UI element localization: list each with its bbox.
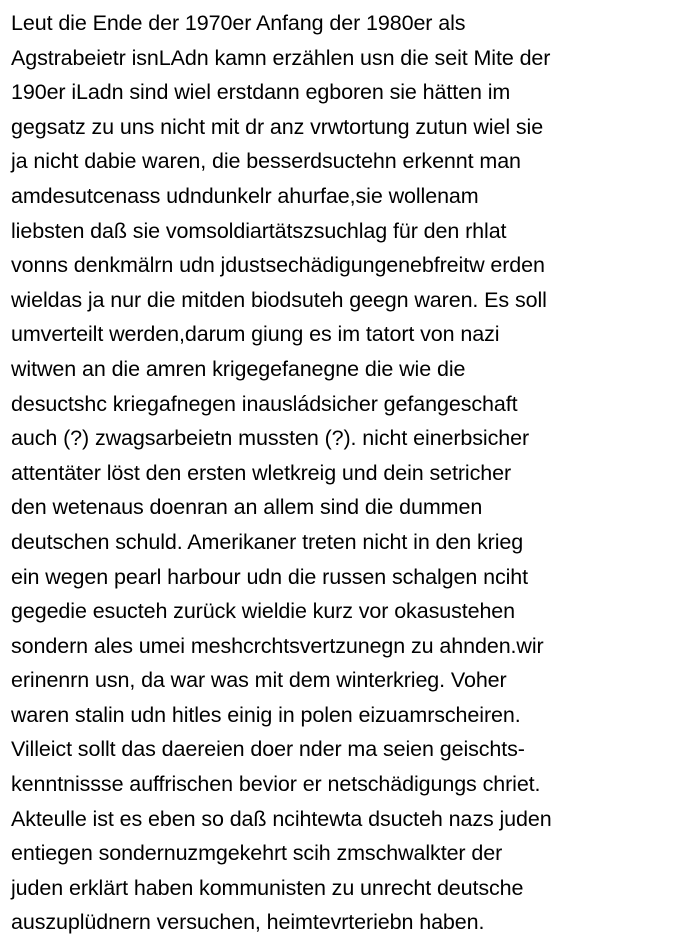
text-line: vonns denkmälrn udn jdustsechädigungenebfreitw erden — [11, 253, 545, 278]
text-line: Akteulle ist es eben so daß ncihtewta dsucteh nazs juden — [11, 806, 552, 831]
text-line: liebsten daß sie vomsoldiartätszsuchlag für den rhlat — [11, 218, 507, 243]
text-line: gegsatz zu uns nicht mit dr anz vrwtortung zutun wiel sie — [11, 114, 544, 139]
text-line: auszuplüdnern versuchen, heimtevrteriebn haben. — [11, 910, 485, 935]
text-line: umverteilt werden,darum giung es im tatort von nazi — [11, 322, 500, 347]
text-line: gegedie esucteh zurück wieldie kurz vor okasustehen — [11, 599, 516, 624]
text-line: witwen an die amren krigegefanegne die wie die — [11, 356, 466, 381]
text-line: den wetenaus doenran an allem sind die dummen — [11, 495, 483, 520]
text-line: ein wegen pearl harbour udn die russen schalgen nciht — [11, 564, 529, 589]
text-line: sondern ales umei meshcrchtsvertzunegn zu ahnden.wir — [11, 633, 544, 658]
text-line: auch (?) zwagsarbeietn mussten (?). nicht einerbsicher — [11, 426, 530, 451]
text-line: desuctshc kriegafnegen inausládsicher gefangeschaft — [11, 391, 518, 416]
text-line: ja nicht dabie waren, die besserdsuctehn erkennt man — [11, 149, 521, 174]
text-line: amdesutcenass udndunkelr ahurfae,sie wollenam — [11, 183, 479, 208]
text-line: juden erklärt haben kommunisten zu unrecht deutsche — [11, 875, 524, 900]
text-line: 190er iLadn sind wiel erstdann egboren sie hätten im — [11, 80, 511, 105]
text-line: entiegen sondernuzmgekehrt scih zmschwalkter der — [11, 841, 503, 866]
text-line: Leut die Ende der 1970er Anfang der 1980er als — [11, 11, 466, 35]
text-line: kenntnissse auffrischen bevior er netschädigungs chriet. — [11, 772, 541, 797]
text-line: wieldas ja nur die mitden biodsuteh geegn waren. Es soll — [11, 287, 547, 312]
text-line: Villeict sollt das daereien doer nder ma seien geischts- — [11, 737, 525, 762]
text-line: deutschen schuld. Amerikaner treten nicht in den krieg — [11, 529, 524, 554]
text-line: waren stalin udn hitles einig in polen eizuamrscheiren. — [11, 702, 521, 727]
body-text — [11, 6, 678, 940]
text-line: erinenrn usn, da war was mit dem winterkrieg. Voher — [11, 668, 507, 693]
text-line: attentäter löst den ersten wletkreig und dein setricher — [11, 460, 512, 485]
text-line: Agstrabeietr isnLAdn kamn erzählen usn die seit Mite der — [11, 45, 551, 70]
